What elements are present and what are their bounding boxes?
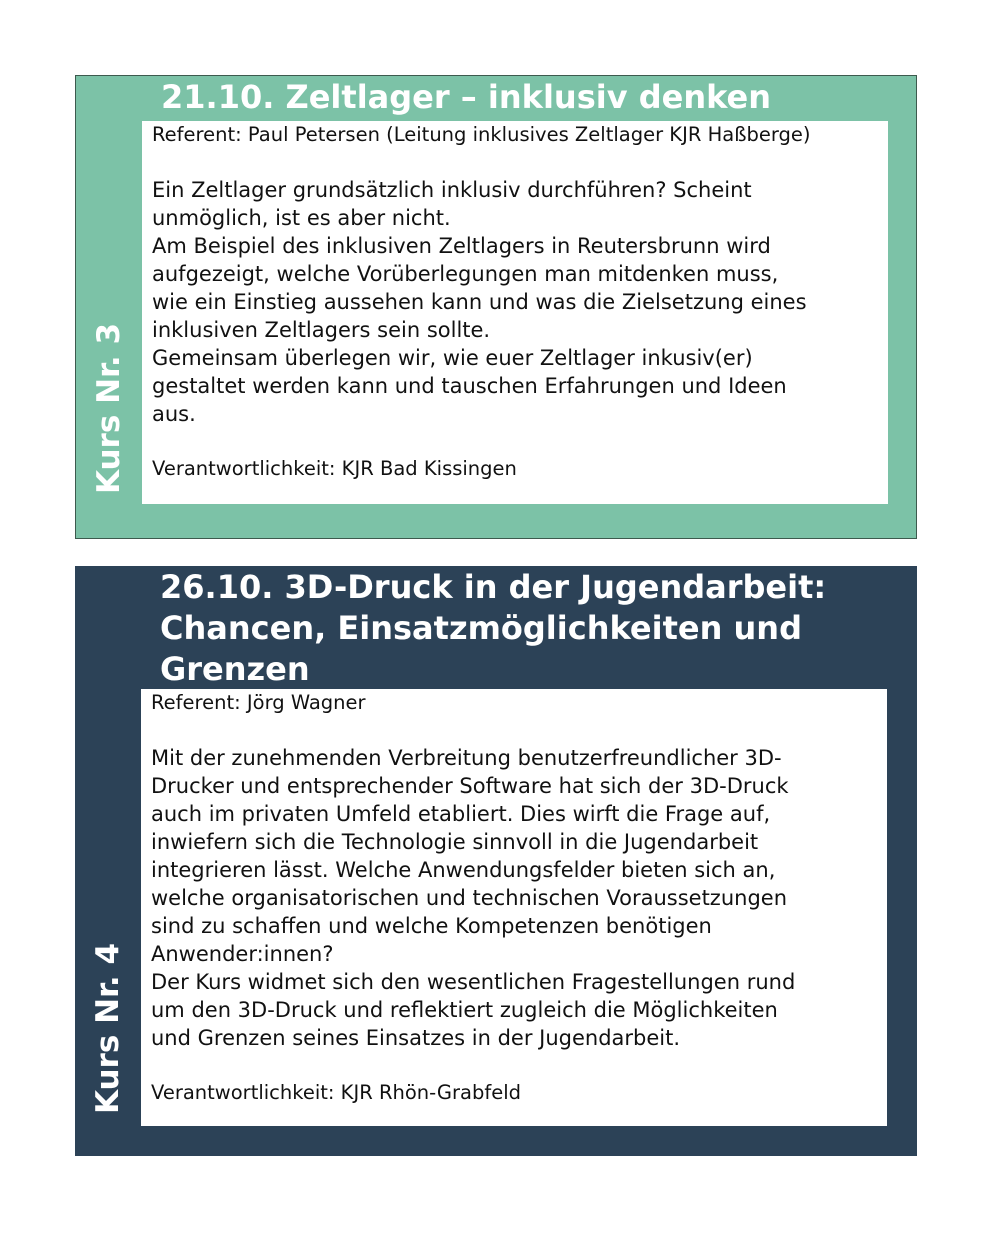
course-number-label: Kurs Nr. 4 bbox=[90, 942, 126, 1114]
course-body-line: inklusiven Zeltlagers sein sollte. bbox=[152, 318, 491, 342]
course-referent: Referent: Jörg Wagner bbox=[151, 691, 366, 714]
course-title bbox=[160, 567, 897, 690]
course-body-line: integrieren lässt. Welche Anwendungsfelder bieten sich an, bbox=[151, 858, 776, 882]
course-body-line: sind zu schaffen und welche Kompetenzen benötigen bbox=[151, 914, 712, 938]
course-body-line: aus. bbox=[152, 402, 196, 426]
course-responsibility: Verantwortlichkeit: KJR Bad Kissingen bbox=[152, 457, 517, 480]
course-title-line: Chancen, Einsatzmöglichkeiten und bbox=[160, 609, 802, 647]
course-body-line: Anwender:innen? bbox=[151, 942, 334, 966]
course-body-line: gestaltet werden kann und tauschen Erfahrungen und Ideen bbox=[152, 374, 787, 398]
course-body-line: Mit der zunehmenden Verbreitung benutzerfreundlicher 3D- bbox=[151, 746, 782, 770]
course-body-line: Der Kurs widmet sich den wesentlichen Fragestellungen rund bbox=[151, 970, 796, 994]
course-responsibility: Verantwortlichkeit: KJR Rhön-Grabfeld bbox=[151, 1081, 522, 1104]
course-description-panel bbox=[142, 121, 888, 504]
course-referent: Referent: Paul Petersen (Leitung inklusives Zeltlager KJR Haßberge) bbox=[152, 123, 811, 146]
course-body-line: Gemeinsam überlegen wir, wie euer Zeltlager inkusiv(er) bbox=[152, 346, 753, 370]
course-body-line: unmöglich, ist es aber nicht. bbox=[152, 206, 451, 230]
course-title-line: Grenzen bbox=[160, 650, 310, 688]
course-card-4 bbox=[75, 566, 917, 1156]
course-body-line: auch im privaten Umfeld etabliert. Dies wirft die Frage auf, bbox=[151, 802, 771, 826]
course-body-line: um den 3D-Druck und reflektiert zugleich die Möglichkeiten bbox=[151, 998, 778, 1022]
course-number-label: Kurs Nr. 3 bbox=[91, 322, 127, 494]
course-title: 21.10. Zeltlager – inklusiv denken bbox=[161, 78, 772, 116]
course-body-line: wie ein Einstieg aussehen kann und was die Zielsetzung eines bbox=[152, 290, 807, 314]
course-title-line: 26.10. 3D-Druck in der Jugendarbeit: bbox=[160, 568, 827, 606]
course-body-line: aufgezeigt, welche Vorüberlegungen man mitdenken muss, bbox=[152, 262, 779, 286]
course-body-line: welche organisatorischen und technischen Voraussetzungen bbox=[151, 886, 788, 910]
course-body-line: Drucker und entsprechender Software hat sich der 3D-Druck bbox=[151, 774, 789, 798]
course-body-line: Ein Zeltlager grundsätzlich inklusiv durchführen? Scheint bbox=[152, 178, 752, 202]
course-description-panel bbox=[141, 689, 887, 1126]
course-body-line: inwiefern sich die Technologie sinnvoll in die Jugendarbeit bbox=[151, 830, 759, 854]
course-card-3 bbox=[75, 75, 917, 539]
course-body-line: und Grenzen seines Einsatzes in der Jugendarbeit. bbox=[151, 1026, 681, 1050]
course-body-line: Am Beispiel des inklusiven Zeltlagers in Reutersbrunn wird bbox=[152, 234, 771, 258]
